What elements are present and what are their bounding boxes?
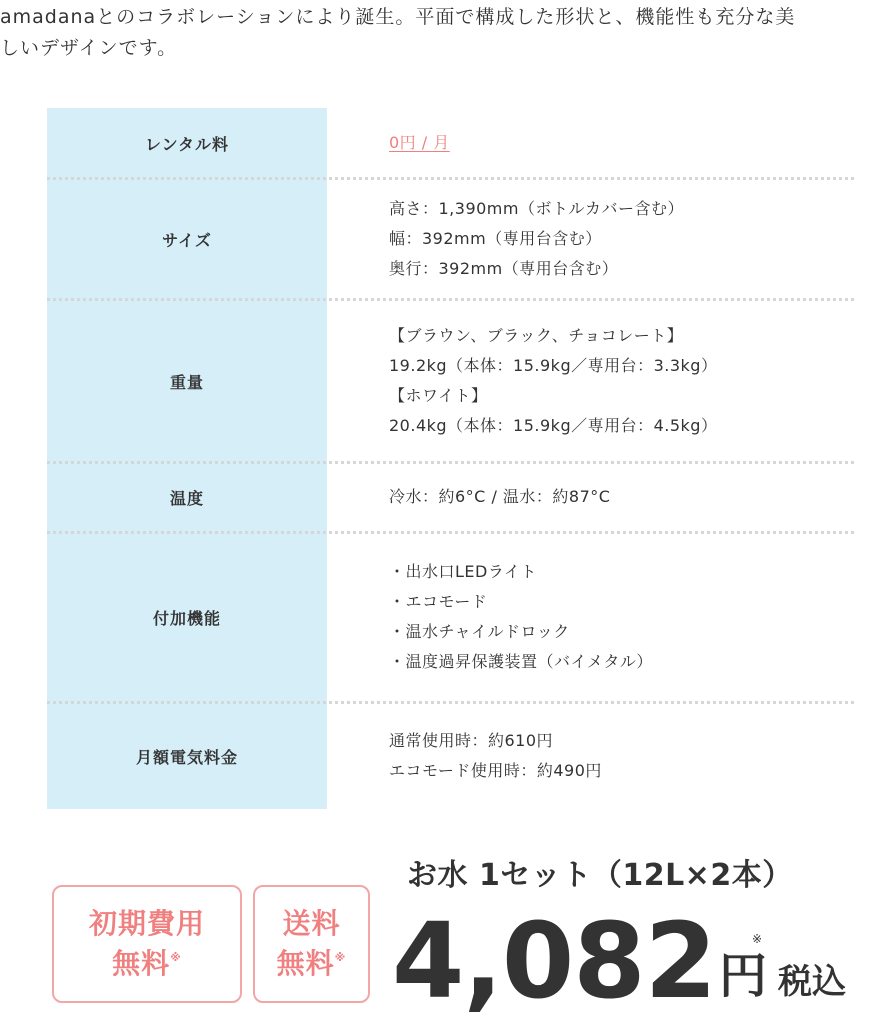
spec-value-line: 幅：392mm（専用台含む） — [389, 229, 602, 248]
badge-line-1: 初期費用 — [88, 907, 205, 940]
water-set-title: お水 1セット（12L×2本） — [407, 858, 793, 893]
spec-value — [389, 533, 653, 701]
intro-text — [0, 2, 894, 64]
spec-value — [389, 179, 684, 299]
spec-value-line: 19.2kg（本体：15.9kg／専用台：3.3kg） — [389, 356, 718, 375]
price-footnote-mark: ※ — [752, 932, 763, 946]
spec-value-line: 奥行：392mm（専用台含む） — [389, 259, 619, 278]
spec-label: 付加機能 — [152, 608, 221, 628]
spec-row-temperature — [47, 463, 854, 531]
spec-value-line: 【ホワイト】 — [389, 386, 488, 405]
spec-row-rental — [47, 108, 854, 178]
rental-fee-link[interactable]: 0円 / 月 — [389, 133, 450, 152]
spec-label: 温度 — [169, 488, 204, 508]
spec-label: レンタル料 — [145, 134, 229, 154]
spec-label: サイズ — [162, 230, 212, 250]
spec-value-line: 通常使用時：約610円 — [389, 731, 554, 750]
spec-value — [389, 300, 717, 462]
spec-value — [389, 463, 610, 531]
spec-row-weight — [47, 300, 854, 462]
intro-line-1: amadanaとのコラボレーションにより誕生。平面で構成した形状と、機能性も充分な美 — [0, 6, 796, 28]
price-tax-label: 税込 — [778, 962, 846, 1002]
price-currency: 円 — [719, 948, 768, 1004]
spec-value-line: ・エコモード — [389, 592, 488, 611]
spec-row-size — [47, 179, 854, 299]
badge-line-1: 送料 — [282, 907, 341, 940]
shipping-free-badge — [253, 885, 370, 1003]
spec-row-electricity — [47, 703, 854, 809]
spec-value-line: ・出水口LEDライト — [389, 562, 537, 581]
intro-line-2: しいデザインです。 — [0, 37, 178, 59]
badge-line-2: 無料※ — [276, 947, 347, 980]
price-amount: 4,082 — [392, 900, 716, 1022]
spec-value-line: 【ブラウン、ブラック、チョコレート】 — [389, 326, 684, 345]
footnote-mark: ※ — [334, 951, 347, 964]
spec-label: 月額電気料金 — [135, 747, 238, 767]
footnote-mark: ※ — [170, 951, 182, 964]
spec-value-line: ・温水チャイルドロック — [389, 622, 570, 641]
initial-cost-free-badge — [52, 885, 242, 1003]
spec-value — [389, 703, 602, 809]
spec-row-features — [47, 533, 854, 701]
spec-value-line: ・温度過昇保護装置（バイメタル） — [389, 652, 653, 671]
spec-value-line: 冷水：約6°C / 温水：約87°C — [389, 487, 611, 506]
spec-value-line: エコモード使用時：約490円 — [389, 761, 602, 780]
spec-value — [389, 108, 450, 178]
spec-value-line: 高さ：1,390mm（ボトルカバー含む） — [389, 199, 684, 218]
badge-line-2: 無料※ — [112, 947, 182, 980]
spec-value-line: 20.4kg（本体：15.9kg／専用台：4.5kg） — [389, 416, 718, 435]
spec-label: 重量 — [169, 372, 204, 392]
